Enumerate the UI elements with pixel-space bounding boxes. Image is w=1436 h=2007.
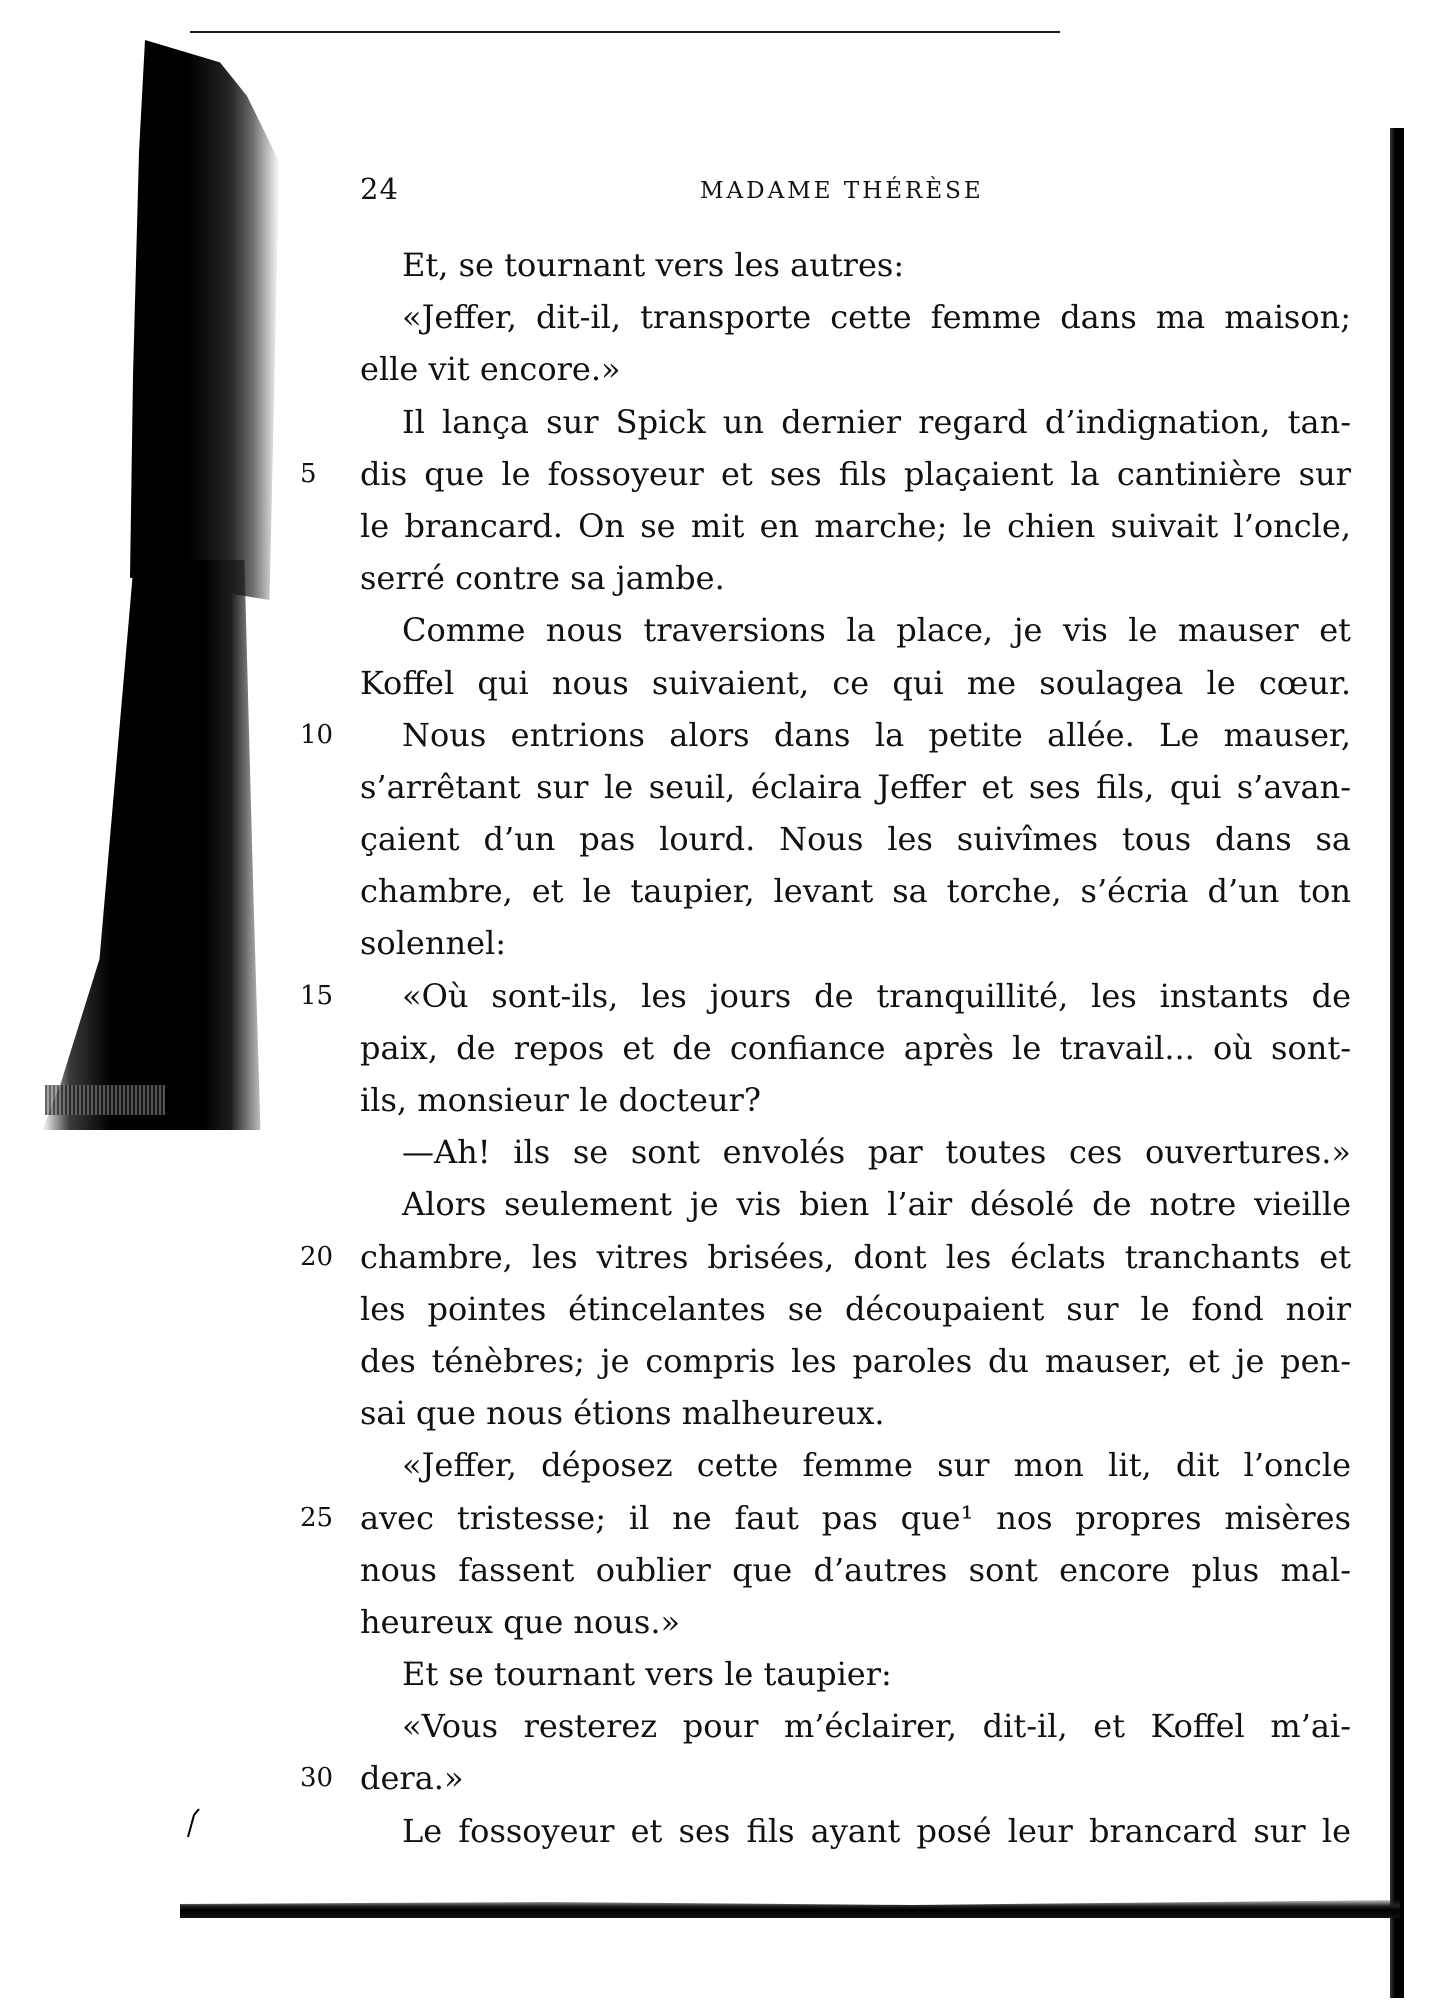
line-number: 10 <box>300 719 334 750</box>
line-text: chambre, les vitres brisées, dont les éclats tranchants et <box>360 1237 1351 1276</box>
line-text: «Jeffer, déposez cette femme sur mon lit, dit l’oncle <box>402 1446 1351 1485</box>
text-line <box>360 1283 1351 1335</box>
line-text: «Où sont-ils, les jours de tranquillité, les instants de <box>402 976 1351 1015</box>
line-text: des ténèbres; je compris les paroles du mauser, et je pen- <box>360 1341 1351 1380</box>
text-line <box>360 1387 1351 1439</box>
text-line <box>360 1648 1351 1700</box>
scan-top-edge <box>190 31 1060 33</box>
line-text: Koffel qui nous suivaient, ce qui me soulagea le cœur. <box>360 663 1351 702</box>
line-text: Nous entrions alors dans la petite allée. Le mauser, <box>402 715 1351 754</box>
line-text: Comme nous traversions la place, je vis le mauser et <box>402 611 1351 650</box>
text-line <box>360 1178 1351 1230</box>
scan-left-dark-edge-lower <box>42 560 272 1130</box>
text-line <box>360 1439 1351 1491</box>
text-line <box>300 709 1351 761</box>
text-line <box>300 1231 1351 1283</box>
line-text: ils, monsieur le docteur? <box>360 1081 761 1119</box>
text-line <box>360 291 1351 343</box>
body-text <box>300 239 1351 1857</box>
line-text: Alors seulement je vis bien l’air désolé de notre vieille <box>402 1185 1351 1224</box>
line-text: Et, se tournant vers les autres: <box>402 246 905 284</box>
line-text: çaient d’un pas lourd. Nous les suivîmes tous dans sa <box>360 820 1351 859</box>
line-text: chambre, et le taupier, levant sa torche, s’écria d’un ton <box>360 872 1351 911</box>
text-line <box>360 500 1351 552</box>
running-title: MADAME THÉRÈSE <box>700 178 984 204</box>
line-number: 25 <box>300 1502 334 1533</box>
scan-right-dark-edge <box>1390 128 1404 1998</box>
line-text: les pointes étincelantes se découpaient sur le fond noir <box>360 1289 1351 1328</box>
line-number: 20 <box>300 1241 334 1272</box>
text-line <box>300 970 1351 1022</box>
scan-bottom-dark-edge <box>180 1898 1400 1918</box>
line-text: s’arrêtant sur le seuil, éclaira Jeffer et ses fils, qui s’avan- <box>360 767 1351 806</box>
line-text: —Ah! ils se sont envolés par toutes ces ouvertures.» <box>402 1133 1351 1172</box>
text-line <box>360 239 1351 291</box>
text-line <box>360 761 1351 813</box>
line-text: «Jeffer, dit-il, transporte cette femme dans ma maison; <box>402 298 1351 337</box>
scan-left-grain <box>45 1085 165 1115</box>
line-text: serré contre sa jambe. <box>360 559 725 598</box>
text-line <box>300 1492 1351 1544</box>
line-text: Et se tournant vers le taupier: <box>402 1655 892 1694</box>
line-number: 5 <box>300 458 317 489</box>
scan-left-dark-edge <box>130 40 280 600</box>
text-line <box>360 1335 1351 1387</box>
line-text: avec tristesse; il ne faut pas que¹ nos propres misères <box>360 1498 1351 1537</box>
text-line <box>360 657 1351 709</box>
text-line <box>360 1700 1351 1752</box>
text-line <box>360 917 1351 969</box>
text-line <box>360 1126 1351 1178</box>
line-text: «Vous resterez pour m’éclairer, dit-il, et Koffel m’ai- <box>402 1707 1351 1746</box>
line-number: 15 <box>300 980 334 1011</box>
text-line <box>360 1022 1351 1074</box>
text-line <box>360 552 1351 604</box>
line-text: elle vit encore.» <box>360 350 621 389</box>
text-line <box>360 1544 1351 1596</box>
line-number: 30 <box>300 1763 334 1794</box>
line-text: nous fassent oublier que d’autres sont encore plus mal- <box>360 1550 1351 1589</box>
line-text: dera.» <box>360 1759 464 1798</box>
page-number: 24 <box>360 172 399 206</box>
text-line <box>300 448 1351 500</box>
line-text: dis que le fossoyeur et ses fils plaçaient la cantinière sur <box>360 454 1351 493</box>
text-line <box>360 1596 1351 1648</box>
line-text: le brancard. On se mit en marche; le chien suivait l’oncle, <box>360 506 1351 545</box>
text-line <box>360 813 1351 865</box>
text-line <box>360 604 1351 656</box>
line-text: sai que nous étions malheureux. <box>360 1394 885 1433</box>
line-text: Le fossoyeur et ses fils ayant posé leur brancard sur le <box>402 1811 1351 1850</box>
text-line <box>360 396 1351 448</box>
text-line <box>300 1752 1351 1804</box>
text-line <box>360 1074 1351 1126</box>
line-text: Il lança sur Spick un dernier regard d’indignation, tan- <box>402 402 1351 441</box>
text-line <box>360 1805 1351 1857</box>
text-line <box>360 865 1351 917</box>
line-text: paix, de repos et de confiance après le travail... où sont- <box>360 1028 1351 1067</box>
text-line <box>360 343 1351 395</box>
line-text: solennel: <box>360 924 507 963</box>
scan-mark <box>186 1805 202 1839</box>
line-text: heureux que nous.» <box>360 1602 681 1641</box>
